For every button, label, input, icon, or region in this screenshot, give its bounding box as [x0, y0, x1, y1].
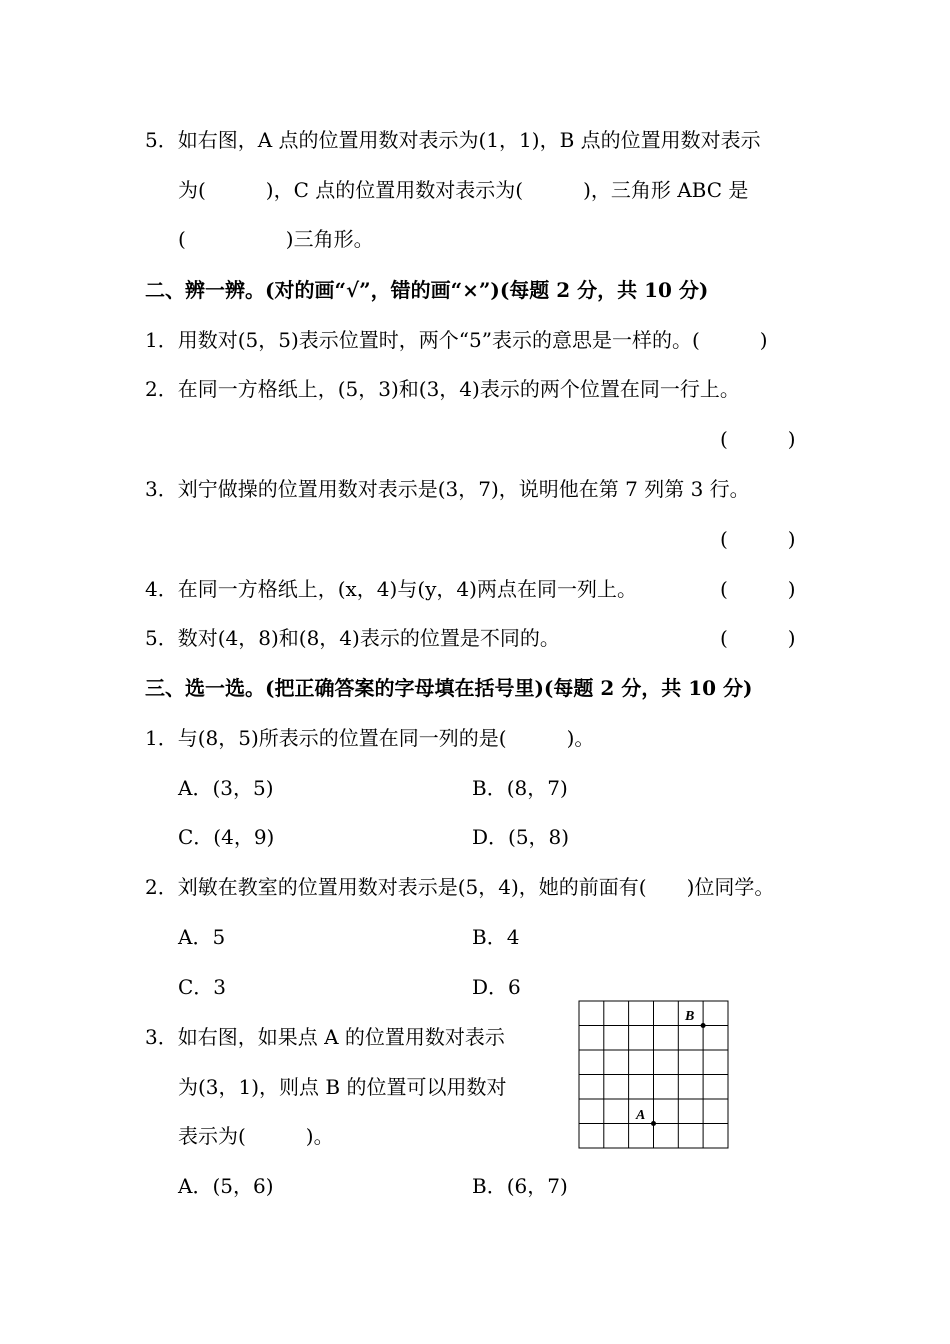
s3-q1-stem: 1．与(8，5)所表示的位置在同一列的是( )。	[145, 726, 595, 750]
s3-q2-option-b[interactable]: B．4	[472, 925, 520, 949]
s3-q2-stem: 2．刘敏在教室的位置用数对表示是(5，4)，她的前面有( )位同学。	[145, 875, 775, 899]
s2-item-2: 2．在同一方格纸上，(5，3)和(3，4)表示的两个位置在同一行上。	[145, 377, 740, 401]
s3-q2-option-d[interactable]: D．6	[472, 975, 521, 999]
point-a	[651, 1121, 656, 1126]
s3-q1-option-b[interactable]: B．(8，7)	[472, 776, 568, 800]
s2-item-1: 1．用数对(5，5)表示位置时，两个“5”表示的意思是一样的。( )	[145, 328, 768, 352]
s3-q3-line1: 3．如右图，如果点 A 的位置用数对表示	[145, 1025, 505, 1049]
section2-heading: 二、辨一辨。(对的画“√”，错的画“×”)(每题 2 分，共 10 分)	[145, 278, 709, 302]
s3-q1-option-d[interactable]: D．(5，8)	[472, 825, 570, 849]
q5-line3: ( )三角形。	[178, 227, 374, 251]
s3-q2-option-c[interactable]: C．3	[178, 975, 227, 999]
s2-answer-paren-2[interactable]: ( )	[720, 427, 796, 451]
s2-item-3: 3．刘宁做操的位置用数对表示是(3，7)，说明他在第 7 列第 3 行。	[145, 477, 750, 501]
s2-item-5: 5．数对(4，8)和(8，4)表示的位置是不同的。	[145, 626, 560, 650]
s2-answer-paren-5[interactable]: ( )	[720, 626, 796, 650]
q5-line2: 为( )，C 点的位置用数对表示为( )，三角形 ABC 是	[178, 178, 749, 202]
coordinate-grid	[578, 1000, 730, 1150]
s3-q3-option-a[interactable]: A．(5，6)	[178, 1174, 274, 1198]
s3-q3-line3: 表示为( )。	[178, 1124, 334, 1148]
section3-heading: 三、选一选。(把正确答案的字母填在括号里)(每题 2 分，共 10 分)	[145, 676, 753, 700]
s3-q2-option-a[interactable]: A．5	[178, 925, 226, 949]
s2-answer-paren-4[interactable]: ( )	[720, 577, 796, 601]
s3-q1-option-a[interactable]: A．(3，5)	[178, 776, 274, 800]
point-b	[701, 1023, 706, 1028]
s2-answer-paren-3[interactable]: ( )	[720, 527, 796, 551]
q5-line1: 5．如右图，A 点的位置用数对表示为(1，1)，B 点的位置用数对表示	[145, 128, 761, 152]
s2-item-4: 4．在同一方格纸上，(x，4)与(y，4)两点在同一列上。	[145, 577, 637, 601]
point-b-label: B	[685, 1009, 695, 1024]
s3-q3-option-b[interactable]: B．(6，7)	[472, 1174, 568, 1198]
point-a-label: A	[636, 1108, 646, 1123]
s3-q1-option-c[interactable]: C．(4，9)	[178, 825, 275, 849]
s3-q3-line2: 为(3，1)，则点 B 的位置可以用数对	[178, 1075, 507, 1099]
